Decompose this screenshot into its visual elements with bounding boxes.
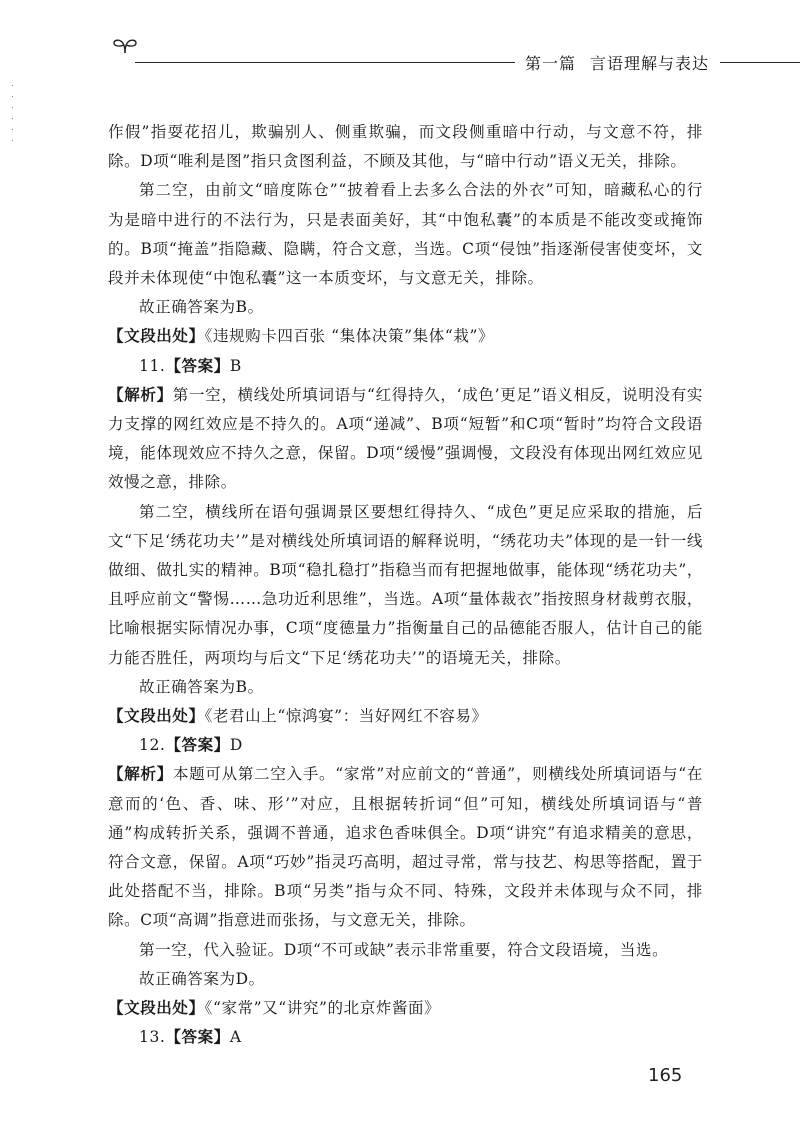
sprout-icon [112,37,138,55]
source-line [108,702,703,731]
paragraph: 第一空，代入验证。D项“不可或缺”表示非常重要，符合文段语境，当选。 [139,940,669,959]
header-title [525,51,709,74]
paragraph: 故正确答案为B。 [139,298,264,317]
analysis-paragraph [108,760,703,935]
paragraph: 作假”指耍花招儿，欺骗别人、侧重欺骗，而文段侧重暗中行动，与文意不符，排除。D项“唯利是图”指只贪图利益，不顾及其他，与“暗中行动”语义无关，排除。 [108,123,703,171]
answer-value: B [229,356,242,375]
source-tag: 【文段出处】 [108,999,205,1018]
source-line [108,322,703,351]
analysis-paragraph [108,381,703,498]
answer-line [108,731,703,760]
question-number: 11. [139,356,166,375]
source-text: 《“家常”又“讲究”的北京炸酱面》 [204,999,441,1018]
chapter-label: 第一篇 [525,54,577,73]
paragraph: 第二空，横线所在语句强调景区要想红得持久、“成色”更足应采取的措施，后文“下足‘绣花功夫’”是对横线处所填词语的解释说明，“绣花功夫”体现的是一针一线做细、做扎实的精神。B项“稳扎稳打”指稳当而有把握地做事，能体现“绣花功夫”，且呼应前文“警惕……急功近利思维”，当选。A项“量体裁衣”指按照身材裁剪衣服，比喻根据实际情况办事，C项“度德量力”指衡量自己的品德能否服人，估计自己的能力能否胜任，两项均与后文“下足‘绣花功夫’”的语境无关，排除。 [108,502,703,667]
header-rule-left [135,62,515,63]
paragraph: 故正确答案为D。 [139,969,265,988]
source-tag: 【文段出处】 [108,327,205,346]
answer-line [108,1023,703,1052]
analysis-text: 第一空，横线处所填词语与“红得持久，‘成色’更足”语义相反，说明没有实力支撑的网红效应是不持久的。A项“递减”、B项“短暂”和C项“暂时”均符合文段语境，能体现效应不持久之意，保留。D项“缓慢”强调慢，文段没有体现出网红效应见效慢之意，排除。 [108,385,703,492]
question-number: 12. [139,736,166,755]
answer-tag: 【答案】 [165,736,230,755]
answer-value: A [229,1028,242,1047]
source-text: 《违规购卡四百张 “集体决策”集体“栽”》 [204,327,495,346]
margin-marks [12,85,14,151]
analysis-tag: 【解析】 [108,385,173,404]
analysis-tag: 【解析】 [108,765,173,784]
page-body [108,118,703,1053]
answer-tag: 【答案】 [165,1028,230,1047]
paragraph: 故正确答案为B。 [139,677,264,696]
page-number: 165 [648,1065,683,1086]
source-line [108,994,703,1023]
header-rule-right [720,62,800,63]
answer-tag: 【答案】 [165,356,230,375]
section-label: 言语理解与表达 [590,54,710,73]
answer-line [108,352,703,381]
answer-value: D [229,736,243,755]
page-header [0,0,800,90]
source-tag: 【文段出处】 [108,707,205,726]
paragraph: 第二空，由前文“暗度陈仓”“披着看上去多么合法的外衣”可知，暗藏私心的行为是暗中进行的不法行为，只是表面美好，其“中饱私囊”的本质是不能改变或掩饰的。B项“掩盖”指隐藏、隐瞒，符合文意，当选。C项“侵蚀”指逐渐侵害使变坏，文段并未体现使“中饱私囊”这一本质变坏，与文意无关，排除。 [108,181,703,288]
source-text: 《老君山上“惊鸿宴”：当好网红不容易》 [204,707,488,726]
analysis-text: 本题可从第二空入手。“家常”对应前文的“普通”，则横线处所填词语与“在意而的‘色、香、味、形’”对应，且根据转折词“但”可知，横线处所填词语与“普通”构成转折关系，强调不普通，追求色香味俱全。D项“讲究”有追求精美的意思，符合文意，保留。A项“巧妙”指灵巧高明，超过寻常，常与技艺、构思等搭配，置于此处搭配不当，排除。B项“另类”指与众不同、特殊，文段并未体现与众不同，排除。C项“高调”指意进而张扬，与文意无关，排除。 [108,765,704,930]
question-number: 13. [139,1028,166,1047]
